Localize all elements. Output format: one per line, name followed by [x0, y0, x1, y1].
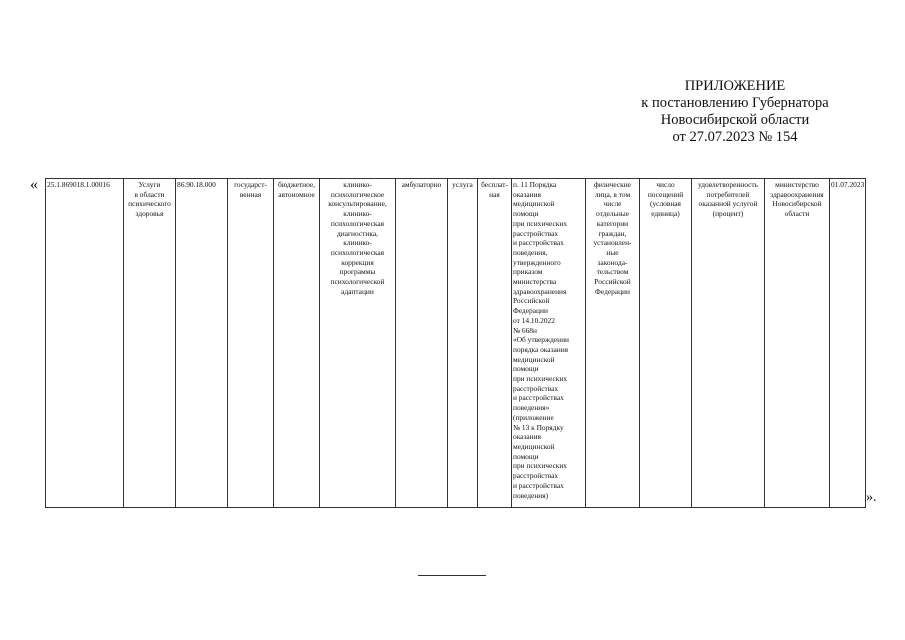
cell-institution-type: бюджетное, автономное — [274, 179, 320, 508]
document-header — [600, 78, 870, 146]
header-line-resolution: к постановлению Губернатора — [641, 95, 829, 111]
cell-authority: министерство здравоохранения Новосибирской области — [765, 179, 830, 508]
cell-volume-indicator: число посещений (условная единица) — [640, 179, 692, 508]
header-line-region: Новосибирской области — [660, 112, 810, 128]
cell-ownership: государст- венная — [228, 179, 274, 508]
closing-quote: ». — [866, 490, 877, 505]
cell-legal-basis: п. 11 Порядка оказания медицинской помощи при психических расстройствах и расстройствах поведения, утвержденного приказом министерства здравоохранения Российской Федерации от 14.10.2022 № 668н «Об утверждении порядка оказания медицинской помощи при психических расстройствах и расстройствах поведения» (приложение № 13 к Порядку оказания медицинской помощи при психических расстройствах и расстройствах поведения) — [512, 179, 586, 508]
opening-quote: « — [30, 176, 38, 193]
table-row — [46, 179, 866, 508]
header-line-date-number: от 27.07.2023 № 154 — [672, 129, 798, 145]
cell-conditions: амбулаторно — [396, 179, 448, 508]
cell-date: 01.07.2023 — [830, 179, 866, 508]
cell-okved: 86.90.18.000 — [176, 179, 228, 508]
cell-code: 25.1.869018.1.00016 — [46, 179, 124, 508]
cell-quality-indicator: удовлетворенность потребителей оказанной услугой (процент) — [692, 179, 765, 508]
footer-divider — [418, 575, 486, 576]
cell-payment: бесплат- ная — [478, 179, 512, 508]
header-title: ПРИЛОЖЕНИЕ — [684, 78, 786, 94]
registry-table — [45, 178, 866, 508]
cell-content: клинико- психологическое консультирование, клинико- психологическая диагностика, клинико- психологическая коррекция программы психологической адаптации — [320, 179, 396, 508]
cell-consumers: физические лица, в том числе отдельные категории граждан, установлен- ные законода- тельством Российской Федерации — [586, 179, 640, 508]
cell-form: услуга — [448, 179, 478, 508]
cell-service-area: Услуги в области психического здоровья — [124, 179, 176, 508]
